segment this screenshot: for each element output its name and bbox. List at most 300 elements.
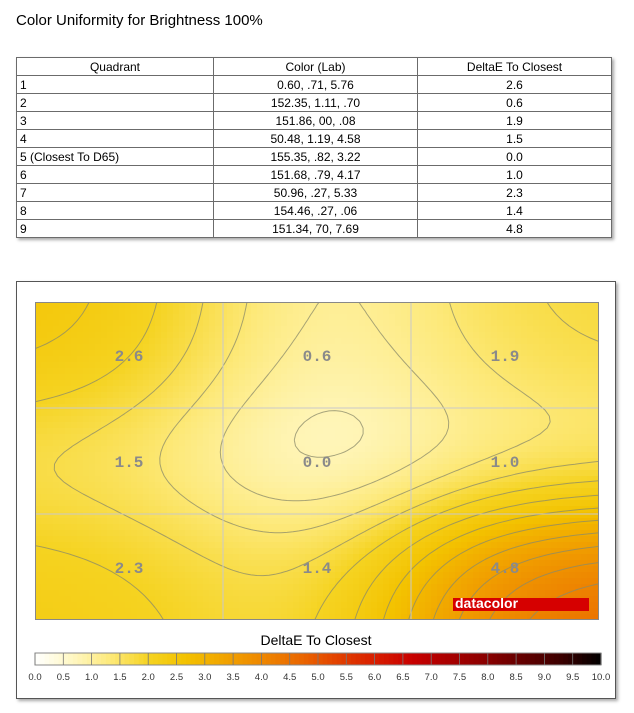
heatmap-pixel (119, 398, 126, 405)
heatmap-pixel (497, 416, 504, 423)
heatmap-pixel (101, 530, 108, 537)
heatmap-pixel (461, 374, 468, 381)
heatmap-pixel (101, 338, 108, 345)
heatmap-pixel (269, 596, 276, 603)
heatmap-pixel (71, 470, 78, 477)
heatmap-pixel (431, 410, 438, 417)
heatmap-pixel (587, 554, 594, 561)
heatmap-pixel (413, 404, 420, 411)
heatmap-pixel (107, 560, 114, 567)
heatmap-pixel (251, 452, 258, 459)
heatmap-pixel (587, 452, 594, 459)
heatmap-pixel (287, 548, 294, 555)
heatmap-pixel (173, 566, 180, 573)
heatmap-pixel (377, 410, 384, 417)
heatmap-pixel (269, 410, 276, 417)
heatmap-pixel (383, 374, 390, 381)
heatmap-pixel (419, 548, 426, 555)
heatmap-pixel (389, 392, 396, 399)
heatmap-pixel (191, 428, 198, 435)
heatmap-pixel (377, 362, 384, 369)
heatmap-pixel (185, 464, 192, 471)
heatmap-pixel (341, 530, 348, 537)
heatmap-pixel (113, 392, 120, 399)
heatmap-pixel (215, 416, 222, 423)
heatmap-pixel (569, 476, 576, 483)
heatmap-pixel (311, 374, 318, 381)
heatmap-pixel (407, 434, 414, 441)
heatmap-pixel (41, 608, 48, 615)
heatmap-pixel (461, 386, 468, 393)
heatmap-pixel (83, 440, 90, 447)
heatmap-pixel (281, 602, 288, 609)
heatmap-pixel (587, 494, 594, 501)
heatmap-pixel (587, 404, 594, 411)
heatmap-pixel (335, 368, 342, 375)
heatmap-pixel (77, 482, 84, 489)
heatmap-pixel (389, 368, 396, 375)
heatmap-pixel (563, 314, 570, 321)
heatmap-pixel (239, 536, 246, 543)
heatmap-pixel (251, 548, 258, 555)
heatmap-pixel (443, 392, 450, 399)
heatmap-pixel (569, 518, 576, 525)
heatmap-pixel (233, 530, 240, 537)
heatmap-pixel (365, 446, 372, 453)
heatmap-pixel (299, 440, 306, 447)
heatmap-pixel (545, 374, 552, 381)
heatmap-pixel (149, 518, 156, 525)
heatmap-pixel (557, 356, 564, 363)
heatmap-pixel (365, 518, 372, 525)
heatmap-pixel (47, 470, 54, 477)
heatmap-pixel (575, 344, 582, 351)
heatmap-pixel (203, 410, 210, 417)
heatmap-pixel (557, 554, 564, 561)
heatmap-pixel (515, 398, 522, 405)
heatmap-pixel (527, 536, 534, 543)
heatmap-pixel (203, 596, 210, 603)
heatmap-pixel (449, 404, 456, 411)
heatmap-pixel (443, 476, 450, 483)
heatmap-pixel (521, 452, 528, 459)
heatmap-pixel (533, 542, 540, 549)
heatmap-pixel (341, 470, 348, 477)
heatmap-pixel (125, 530, 132, 537)
heatmap-pixel (581, 578, 588, 585)
heatmap-pixel (71, 560, 78, 567)
heatmap-pixel (545, 470, 552, 477)
heatmap-pixel (197, 500, 204, 507)
heatmap-pixel (401, 452, 408, 459)
heatmap-pixel (191, 554, 198, 561)
heatmap-pixel (569, 392, 576, 399)
heatmap-pixel (161, 338, 168, 345)
heatmap-pixel (317, 530, 324, 537)
heatmap-pixel (263, 344, 270, 351)
heatmap-pixel (407, 584, 414, 591)
heatmap-pixel (533, 452, 540, 459)
heatmap-pixel (89, 410, 96, 417)
heatmap-pixel (311, 584, 318, 591)
heatmap-pixel (161, 500, 168, 507)
heatmap-pixel (53, 356, 60, 363)
heatmap-pixel (239, 560, 246, 567)
heatmap-pixel (47, 326, 54, 333)
heatmap-pixel (59, 434, 66, 441)
heatmap-pixel (479, 326, 486, 333)
heatmap-pixel (569, 560, 576, 567)
heatmap-pixel (389, 608, 396, 615)
heatmap-pixel (455, 362, 462, 369)
heatmap-pixel (449, 320, 456, 327)
heatmap-pixel (59, 506, 66, 513)
heatmap-pixel (437, 314, 444, 321)
heatmap-pixel (305, 530, 312, 537)
heatmap-pixel (281, 344, 288, 351)
heatmap-pixel (335, 602, 342, 609)
heatmap-pixel (89, 398, 96, 405)
heatmap-pixel (275, 500, 282, 507)
heatmap-pixel (47, 578, 54, 585)
heatmap-pixel (89, 584, 96, 591)
heatmap-pixel (293, 596, 300, 603)
heatmap-pixel (461, 470, 468, 477)
heatmap-pixel (305, 476, 312, 483)
heatmap-pixel (89, 356, 96, 363)
heatmap-pixel (119, 440, 126, 447)
heatmap-pixel (575, 386, 582, 393)
heatmap-pixel (419, 602, 426, 609)
heatmap-pixel (401, 362, 408, 369)
heatmap-pixel (143, 560, 150, 567)
heatmap-pixel (209, 590, 216, 597)
heatmap-pixel (569, 512, 576, 519)
heatmap-pixel (137, 416, 144, 423)
heatmap-pixel (491, 482, 498, 489)
heatmap-pixel (179, 320, 186, 327)
heatmap-pixel (161, 356, 168, 363)
heatmap-pixel (185, 314, 192, 321)
heatmap-pixel (443, 356, 450, 363)
heatmap-pixel (335, 338, 342, 345)
heatmap-pixel (407, 494, 414, 501)
heatmap-pixel (461, 554, 468, 561)
heatmap-pixel (119, 524, 126, 531)
heatmap-pixel (95, 488, 102, 495)
heatmap-pixel (467, 434, 474, 441)
heatmap-pixel (551, 404, 558, 411)
heatmap-pixel (143, 320, 150, 327)
heatmap-pixel (455, 482, 462, 489)
heatmap-pixel (257, 350, 264, 357)
heatmap-pixel (551, 356, 558, 363)
heatmap-pixel (53, 338, 60, 345)
table-row (17, 202, 612, 220)
heatmap-pixel (251, 494, 258, 501)
heatmap-pixel (215, 308, 222, 315)
heatmap-pixel (479, 470, 486, 477)
table-row (17, 94, 612, 112)
heatmap-pixel (317, 536, 324, 543)
heatmap-pixel (449, 422, 456, 429)
heatmap-pixel (155, 458, 162, 465)
heatmap-pixel (317, 542, 324, 549)
heatmap-pixel (581, 308, 588, 315)
heatmap-pixel (419, 410, 426, 417)
heatmap-pixel (167, 410, 174, 417)
heatmap-pixel (557, 314, 564, 321)
heatmap-pixel (407, 374, 414, 381)
heatmap-pixel (113, 332, 120, 339)
heatmap-pixel (377, 446, 384, 453)
heatmap-pixel (95, 404, 102, 411)
heatmap-pixel (317, 374, 324, 381)
heatmap-pixel (89, 536, 96, 543)
heatmap-pixel (281, 488, 288, 495)
heatmap-pixel (131, 506, 138, 513)
heatmap-pixel (119, 326, 126, 333)
heatmap-pixel (317, 422, 324, 429)
heatmap-pixel (101, 554, 108, 561)
heatmap-pixel (251, 560, 258, 567)
heatmap-pixel (503, 410, 510, 417)
heatmap-pixel (293, 392, 300, 399)
heatmap-pixel (347, 560, 354, 567)
heatmap-pixel (257, 374, 264, 381)
heatmap-pixel (563, 344, 570, 351)
heatmap-pixel (287, 374, 294, 381)
heatmap-pixel (65, 560, 72, 567)
heatmap-pixel (113, 518, 120, 525)
heatmap-pixel (497, 314, 504, 321)
heatmap-pixel (383, 356, 390, 363)
heatmap-pixel (65, 374, 72, 381)
heatmap-pixel (155, 440, 162, 447)
heatmap-pixel (437, 590, 444, 597)
heatmap-pixel (353, 338, 360, 345)
heatmap-pixel (191, 440, 198, 447)
heatmap-pixel (173, 578, 180, 585)
heatmap-pixel (479, 368, 486, 375)
heatmap-pixel (539, 314, 546, 321)
heatmap-pixel (203, 566, 210, 573)
heatmap-pixel (461, 368, 468, 375)
heatmap-pixel (383, 320, 390, 327)
heatmap-pixel (155, 476, 162, 483)
heatmap-pixel (551, 554, 558, 561)
heatmap-pixel (281, 404, 288, 411)
heatmap-pixel (197, 542, 204, 549)
heatmap-pixel (395, 392, 402, 399)
heatmap-pixel (59, 440, 66, 447)
heatmap-pixel (275, 518, 282, 525)
heatmap-pixel (461, 476, 468, 483)
heatmap-pixel (143, 470, 150, 477)
heatmap-pixel (587, 524, 594, 531)
heatmap-pixel (497, 482, 504, 489)
heatmap-pixel (245, 326, 252, 333)
heatmap-pixel (95, 572, 102, 579)
heatmap-pixel (101, 410, 108, 417)
heatmap-pixel (65, 416, 72, 423)
heatmap-pixel (377, 560, 384, 567)
heatmap-pixel (197, 422, 204, 429)
heatmap-pixel (125, 440, 132, 447)
heatmap-pixel (197, 326, 204, 333)
heatmap-pixel (281, 422, 288, 429)
heatmap-pixel (365, 350, 372, 357)
heatmap-pixel (467, 452, 474, 459)
heatmap-pixel (311, 512, 318, 519)
heatmap-pixel (299, 314, 306, 321)
heatmap-pixel (59, 590, 66, 597)
heatmap-pixel (587, 398, 594, 405)
heatmap-pixel (323, 338, 330, 345)
heatmap-pixel (395, 602, 402, 609)
heatmap-pixel (539, 560, 546, 567)
heatmap-pixel (413, 350, 420, 357)
table-header-row (17, 58, 612, 76)
heatmap-pixel (155, 578, 162, 585)
heatmap-pixel (239, 458, 246, 465)
delta-cell: 4.8 (418, 220, 612, 238)
heatmap-pixel (521, 308, 528, 315)
heatmap-pixel (467, 446, 474, 453)
heatmap-pixel (155, 512, 162, 519)
heatmap-pixel (383, 458, 390, 465)
heatmap-pixel (191, 308, 198, 315)
heatmap-pixel (233, 512, 240, 519)
heatmap-pixel (53, 482, 60, 489)
heatmap-pixel (197, 596, 204, 603)
heatmap-pixel (293, 320, 300, 327)
heatmap-pixel (263, 308, 270, 315)
heatmap-pixel (155, 554, 162, 561)
heatmap-pixel (101, 464, 108, 471)
heatmap-pixel (347, 344, 354, 351)
heatmap-pixel (83, 410, 90, 417)
heatmap-pixel (413, 416, 420, 423)
heatmap-pixel (107, 476, 114, 483)
heatmap-pixel (185, 530, 192, 537)
heatmap-pixel (461, 434, 468, 441)
heatmap-pixel (341, 554, 348, 561)
heatmap-pixel (449, 332, 456, 339)
heatmap-pixel (101, 308, 108, 315)
heatmap-pixel (329, 326, 336, 333)
heatmap-pixel (239, 350, 246, 357)
heatmap-pixel (329, 434, 336, 441)
heatmap-pixel (395, 518, 402, 525)
heatmap-pixel (77, 410, 84, 417)
heatmap-pixel (239, 530, 246, 537)
heatmap-pixel (383, 440, 390, 447)
heatmap-pixel (239, 392, 246, 399)
heatmap-pixel (479, 446, 486, 453)
heatmap-pixel (167, 422, 174, 429)
heatmap-pixel (185, 392, 192, 399)
heatmap-pixel (245, 386, 252, 393)
heatmap-pixel (215, 350, 222, 357)
heatmap-pixel (239, 416, 246, 423)
heatmap-pixel (401, 560, 408, 567)
heatmap-pixel (269, 548, 276, 555)
heatmap-pixel (341, 590, 348, 597)
heatmap-pixel (467, 524, 474, 531)
heatmap-pixel (509, 314, 516, 321)
heatmap-pixel (317, 326, 324, 333)
heatmap-pixel (77, 518, 84, 525)
heatmap-pixel (41, 380, 48, 387)
heatmap-pixel (377, 602, 384, 609)
heatmap-pixel (545, 368, 552, 375)
heatmap-pixel (383, 314, 390, 321)
heatmap-pixel (389, 548, 396, 555)
heatmap-pixel (557, 386, 564, 393)
heatmap-pixel (275, 350, 282, 357)
heatmap-pixel (521, 344, 528, 351)
heatmap-pixel (335, 560, 342, 567)
heatmap-pixel (341, 404, 348, 411)
heatmap-pixel (167, 308, 174, 315)
heatmap-pixel (257, 422, 264, 429)
heatmap-pixel (581, 470, 588, 477)
table-row (17, 184, 612, 202)
heatmap-pixel (215, 494, 222, 501)
heatmap-pixel (563, 500, 570, 507)
heatmap-pixel (485, 500, 492, 507)
heatmap-pixel (227, 476, 234, 483)
heatmap-pixel (131, 422, 138, 429)
heatmap-pixel (281, 554, 288, 561)
heatmap-pixel (425, 542, 432, 549)
heatmap-pixel (71, 578, 78, 585)
heatmap-pixel (83, 362, 90, 369)
heatmap-pixel (89, 578, 96, 585)
heatmap-pixel (557, 524, 564, 531)
heatmap-pixel (473, 428, 480, 435)
heatmap-pixel (479, 572, 486, 579)
heatmap-pixel (173, 536, 180, 543)
heatmap-pixel (521, 410, 528, 417)
heatmap-pixel (401, 320, 408, 327)
heatmap-pixel (101, 494, 108, 501)
heatmap-pixel (569, 428, 576, 435)
heatmap-pixel (473, 404, 480, 411)
heatmap-pixel (491, 380, 498, 387)
heatmap-pixel (101, 548, 108, 555)
heatmap-pixel (533, 416, 540, 423)
heatmap-pixel (281, 506, 288, 513)
heatmap-pixel (59, 542, 66, 549)
heatmap-pixel (425, 596, 432, 603)
heatmap-pixel (203, 458, 210, 465)
heatmap-pixel (143, 584, 150, 591)
heatmap-pixel (419, 308, 426, 315)
heatmap-pixel (527, 548, 534, 555)
delta-cell: 0.6 (418, 94, 612, 112)
heatmap-pixel (59, 536, 66, 543)
heatmap-pixel (467, 536, 474, 543)
heatmap-pixel (47, 452, 54, 459)
heatmap-pixel (257, 470, 264, 477)
heatmap-pixel (353, 386, 360, 393)
heatmap-pixel (413, 446, 420, 453)
heatmap-pixel (143, 548, 150, 555)
heatmap-pixel (143, 368, 150, 375)
heatmap-pixel (89, 452, 96, 459)
